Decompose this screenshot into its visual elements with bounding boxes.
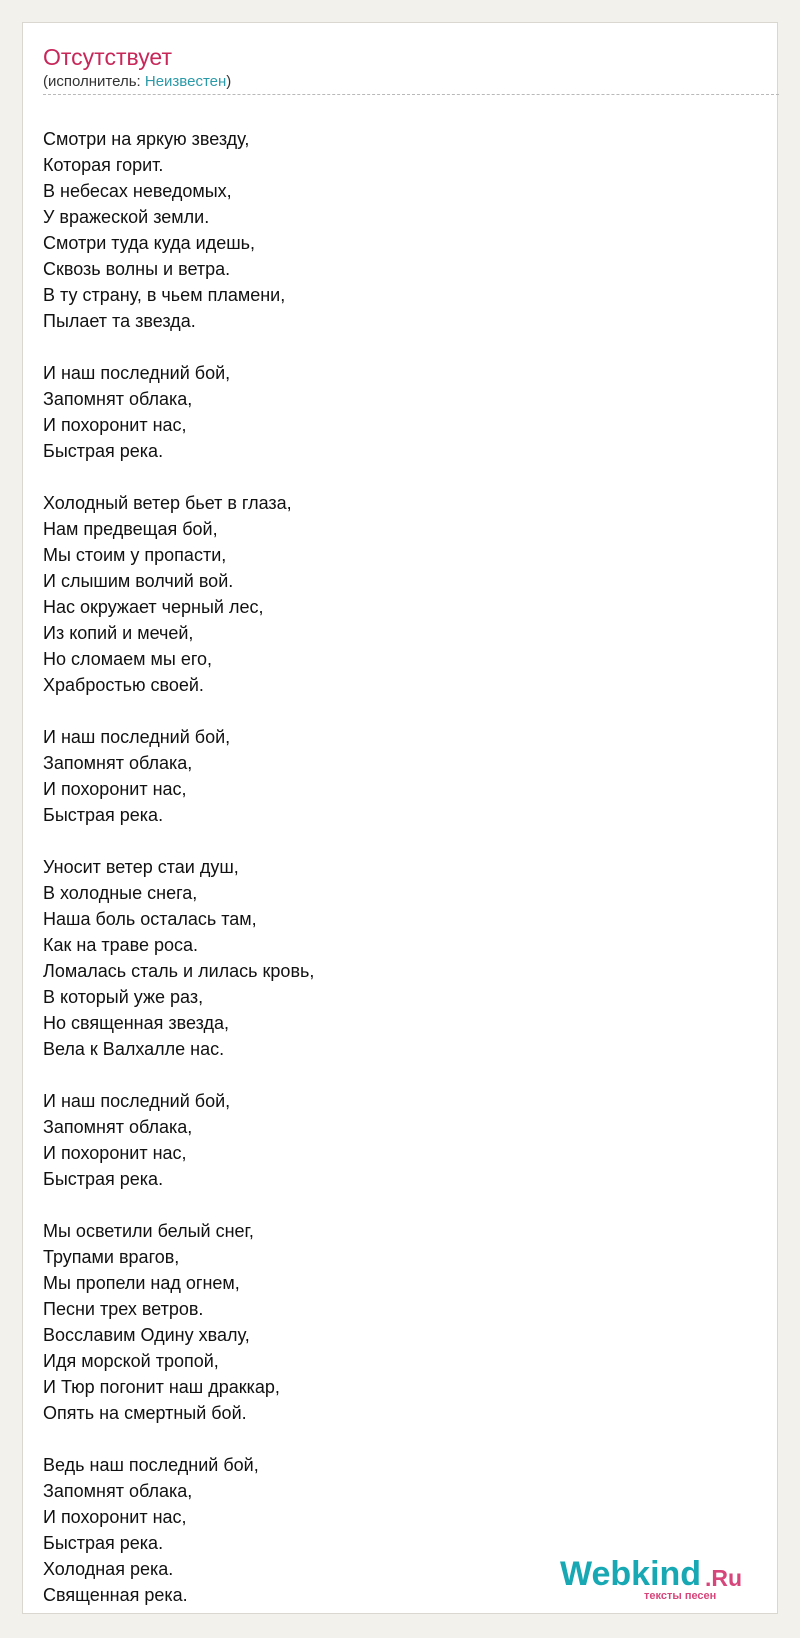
lyric-line: Мы осветили белый снег, [43,1221,254,1241]
lyric-line: Как на траве роса. [43,935,198,955]
artist-link[interactable]: Неизвестен [144,73,227,90]
lyrics-stanza [43,490,723,698]
artist-line [43,73,231,91]
lyrics-stanza [43,724,723,828]
logo-tagline: тексты песен [644,1590,717,1602]
lyric-line: В небесах неведомых, [43,181,232,201]
lyric-line: Запомнят облака, [43,389,193,409]
lyric-line: И похоронит нас, [43,1507,187,1527]
lyric-line: Опять на смертный бой. [43,1403,247,1423]
lyric-line: Запомнят облака, [43,1117,193,1137]
lyric-line: Но священная звезда, [43,1013,229,1033]
lyrics-stanza [43,1088,723,1192]
logo-name: Webkind [560,1555,702,1593]
site-logo[interactable] [560,1554,772,1614]
lyric-line: Быстрая река. [43,805,164,825]
logo-tld: .Ru [705,1565,743,1591]
lyric-line: Быстрая река. [43,1533,164,1553]
lyric-line: Холодный ветер бьет в глаза, [43,493,292,513]
artist-suffix: ) [226,73,232,90]
lyric-line: И наш последний бой, [43,727,231,747]
lyrics-text [43,126,723,1634]
lyrics-stanza [43,126,723,334]
lyric-line: Которая горит. [43,155,164,175]
lyric-line: Ломалась сталь и лилась кровь, [43,961,315,981]
song-title: Отсутствует [43,44,172,70]
lyrics-stanza [43,360,723,464]
lyric-line: Нам предвещая бой, [43,519,218,539]
lyric-line: Запомнят облака, [43,1481,193,1501]
lyric-line: Наша боль осталась там, [43,909,257,929]
lyric-line: Восславим Одину хвалу, [43,1325,250,1345]
lyric-line: Трупами врагов, [43,1247,180,1267]
lyric-line: И наш последний бой, [43,1091,231,1111]
lyric-line: Сквозь волны и ветра. [43,259,231,279]
lyric-line: Холодная река. [43,1559,174,1579]
lyric-line: В холодные снега, [43,883,198,903]
lyric-line: И слышим волчий вой. [43,571,234,591]
lyric-line: И Тюр погонит наш драккар, [43,1377,280,1397]
lyric-line: Нас окружает черный лес, [43,597,264,617]
lyric-line: Быстрая река. [43,441,164,461]
lyric-line: В ту страну, в чьем пламени, [43,285,286,305]
lyric-line: Смотри туда куда идешь, [43,233,256,253]
lyric-line: Из копий и мечей, [43,623,194,643]
artist-prefix: (исполнитель: [43,73,145,90]
lyric-line: Песни трех ветров. [43,1299,204,1319]
lyrics-card [22,22,778,1614]
lyrics-stanza [43,854,723,1062]
lyric-line: В который уже раз, [43,987,204,1007]
lyric-line: Идя морской тропой, [43,1351,219,1371]
lyric-line: Ведь наш последний бой, [43,1455,259,1475]
lyric-line: Быстрая река. [43,1169,164,1189]
lyric-line: И похоронит нас, [43,1143,187,1163]
lyric-line: Вела к Валхалле нас. [43,1039,225,1059]
lyric-line: Запомнят облака, [43,753,193,773]
lyric-line: Уносит ветер стаи душ, [43,857,239,877]
lyric-line: И похоронит нас, [43,779,187,799]
lyric-line: Храбростью своей. [43,675,204,695]
lyric-line: Мы пропели над огнем, [43,1273,240,1293]
lyric-line: Священная река. [43,1585,188,1605]
lyric-line: И похоронит нас, [43,415,187,435]
lyrics-stanza [43,1218,723,1426]
title-divider [43,94,779,95]
lyric-line: Но сломаем мы его, [43,649,213,669]
lyric-line: И наш последний бой, [43,363,231,383]
lyric-line: Пылает та звезда. [43,311,196,331]
lyric-line: Смотри на яркую звезду, [43,129,250,149]
lyric-line: У вражеской земли. [43,207,210,227]
lyric-line: Мы стоим у пропасти, [43,545,227,565]
